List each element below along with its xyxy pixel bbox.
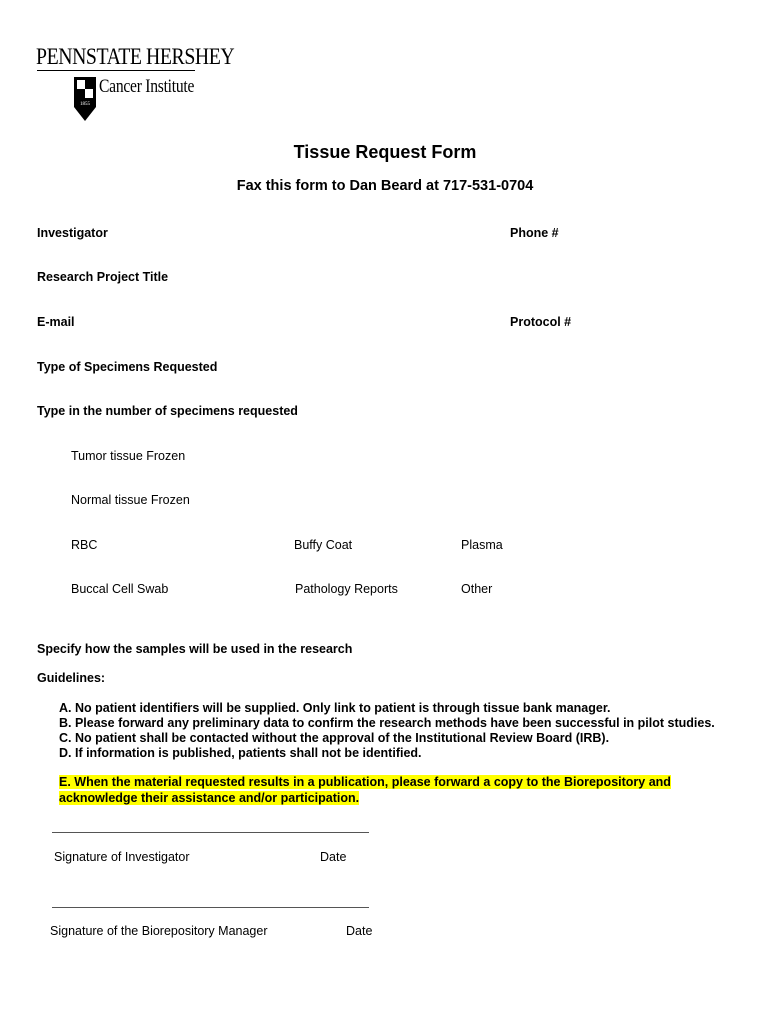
specimen-rbc: RBC	[71, 538, 98, 552]
phone-label: Phone #	[510, 226, 559, 240]
logo-institution-name: PENNSTATE HERSHEY	[36, 44, 235, 69]
logo-year: 1855	[80, 102, 90, 107]
usage-label: Specify how the samples will be used in the research	[37, 642, 353, 656]
investigator-label: Investigator	[37, 226, 108, 240]
email-label: E-mail	[37, 315, 75, 329]
specimen-tumor: Tumor tissue Frozen	[71, 449, 186, 463]
protocol-label: Protocol #	[510, 315, 572, 329]
fax-instruction: Fax this form to Dan Beard at 717-531-0704	[236, 178, 534, 194]
guidelines-heading: Guidelines:	[37, 671, 106, 685]
guideline-b: B. Please forward any preliminary data to confirm the research methods have been successful in pilot studies.	[59, 716, 715, 730]
specimen-count-label: Type in the number of specimens requested	[37, 404, 298, 418]
investigator-signature-label: Signature of Investigator	[54, 850, 190, 864]
shield-icon	[74, 77, 96, 126]
specimen-buffy: Buffy Coat	[294, 538, 353, 552]
logo-rule	[37, 70, 195, 71]
manager-date-label: Date	[346, 924, 373, 938]
project-title-label: Research Project Title	[37, 270, 169, 284]
specimen-other: Other	[461, 582, 493, 596]
guideline-a: A. No patient identifiers will be supplied. Only link to patient is through tissue bank manager.	[59, 701, 611, 715]
investigator-date-label: Date	[320, 850, 347, 864]
specimen-buccal: Buccal Cell Swab	[71, 582, 169, 596]
specimen-plasma: Plasma	[461, 538, 503, 552]
investigator-signature-line[interactable]	[52, 832, 369, 833]
guideline-e-line1: E. When the material requested results in a publication, please forward a copy to the Biorepository and	[59, 775, 671, 789]
manager-signature-line[interactable]	[52, 907, 369, 908]
specimen-normal: Normal tissue Frozen	[71, 493, 190, 507]
guideline-d: D. If information is published, patients shall not be identified.	[59, 746, 422, 760]
guideline-e	[59, 775, 671, 806]
logo-subtitle: Cancer Institute	[99, 76, 195, 97]
guideline-e-line2: acknowledge their assistance and/or participation.	[59, 790, 360, 805]
manager-signature-label: Signature of the Biorepository Manager	[50, 924, 268, 938]
page-title: Tissue Request Form	[293, 142, 477, 162]
specimen-pathology: Pathology Reports	[295, 582, 398, 596]
guidelines-list	[59, 701, 715, 761]
guideline-c: C. No patient shall be contacted without the approval of the Institutional Review Board (IRB).	[59, 731, 610, 745]
specimen-type-label: Type of Specimens Requested	[37, 360, 218, 374]
